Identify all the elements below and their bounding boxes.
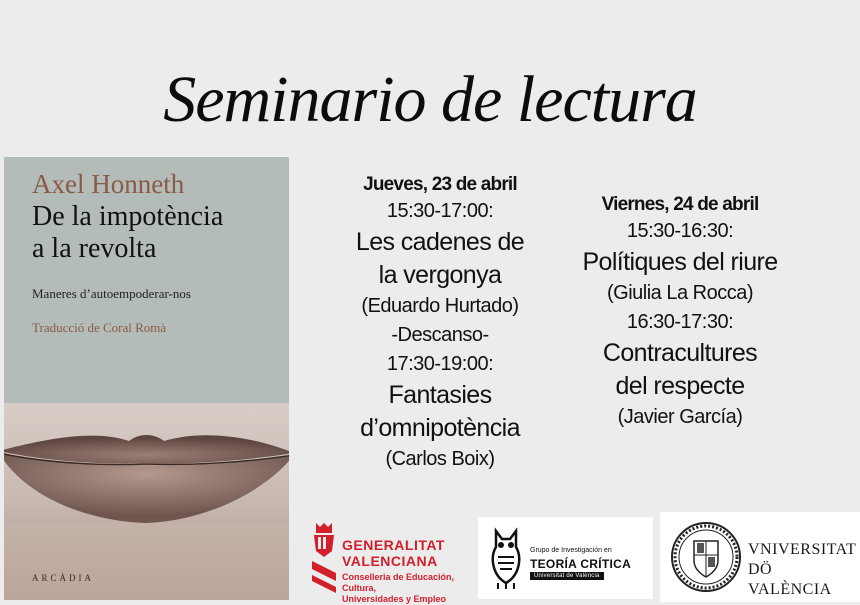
day1-break: -Descanso-: [391, 324, 489, 346]
book-title: [32, 201, 287, 265]
university-seal-icon: [670, 521, 742, 593]
book-subtitle: Maneres d’autoempoderar-nos: [32, 286, 191, 301]
day1-slot2-time: 17:30-19:00:: [386, 353, 494, 375]
day1-schedule: [300, 172, 580, 474]
day1-slot2-title-line-2: d’omnipotència: [360, 414, 520, 442]
day1-slot1-time: 15:30-17:00:: [386, 200, 494, 222]
day2-slot1-time: 15:30-16:30:: [626, 220, 734, 242]
universitat-valencia-logo: [660, 512, 860, 602]
generalitat-emblem-icon: [310, 521, 338, 595]
owl-icon: [486, 527, 526, 591]
day2-slot1-speaker: (Giulia La Rocca): [606, 282, 753, 304]
lips-illustration: [4, 403, 289, 600]
book-author: Axel Honneth: [32, 169, 185, 199]
day1-slot2-speaker: (Carlos Boix): [385, 448, 495, 470]
book-publisher: ARCÀDIA: [32, 573, 95, 583]
teoria-critica-name: TEORÍA CRÍTICA: [530, 557, 632, 571]
generalitat-name-line-1: GENERALITAT: [342, 537, 445, 553]
day2-date: Viernes, 24 de abril: [601, 194, 759, 215]
teoria-critica-university: Universitat de València: [530, 572, 604, 580]
day2-slot2-time: 16:30-17:30:: [626, 311, 734, 333]
page-title: Seminario de lectura: [163, 63, 697, 136]
day1-slot1-title-line-1: Les cadenes de: [355, 228, 525, 256]
day2-slot2-title-line-2: del respecte: [615, 372, 745, 400]
day1-date: Jueves, 23 de abril: [363, 174, 517, 195]
book-translator: Traducció de Coral Romà: [32, 320, 167, 335]
generalitat-name: [342, 537, 445, 569]
generalitat-department: [342, 572, 472, 605]
generalitat-logo: [310, 517, 470, 604]
day2-slot2-speaker: (Javier García): [617, 406, 743, 428]
generalitat-name-line-2: VALENCIANA: [342, 553, 438, 569]
book-title-line-1: De la impotència: [32, 201, 224, 232]
university-name: [748, 540, 860, 600]
generalitat-department-line-1: Conselleria de Educación, Cultura,: [342, 572, 455, 593]
teoria-critica-group: Grupo de Investigación en: [530, 547, 612, 554]
day2-slot2-title-line-1: Contracultures: [602, 339, 758, 367]
teoria-critica-logo: [478, 517, 653, 599]
book-cover: [4, 157, 289, 600]
generalitat-department-line-2: Universidades y Empleo: [342, 594, 447, 604]
day1-slot1-speaker: (Eduardo Hurtado): [361, 295, 519, 317]
university-name-line-2: DÖ VALÈNCIA: [748, 561, 832, 598]
book-title-line-2: a la revolta: [32, 233, 157, 264]
day1-slot1-title-line-2: la vergonya: [378, 261, 502, 289]
day2-schedule: [540, 192, 820, 432]
day1-slot2-title-line-1: Fantasies: [388, 381, 492, 409]
university-name-line-1: VNIVERSITAT: [748, 541, 857, 558]
day2-slot1-title: Polítiques del riure: [582, 248, 778, 276]
